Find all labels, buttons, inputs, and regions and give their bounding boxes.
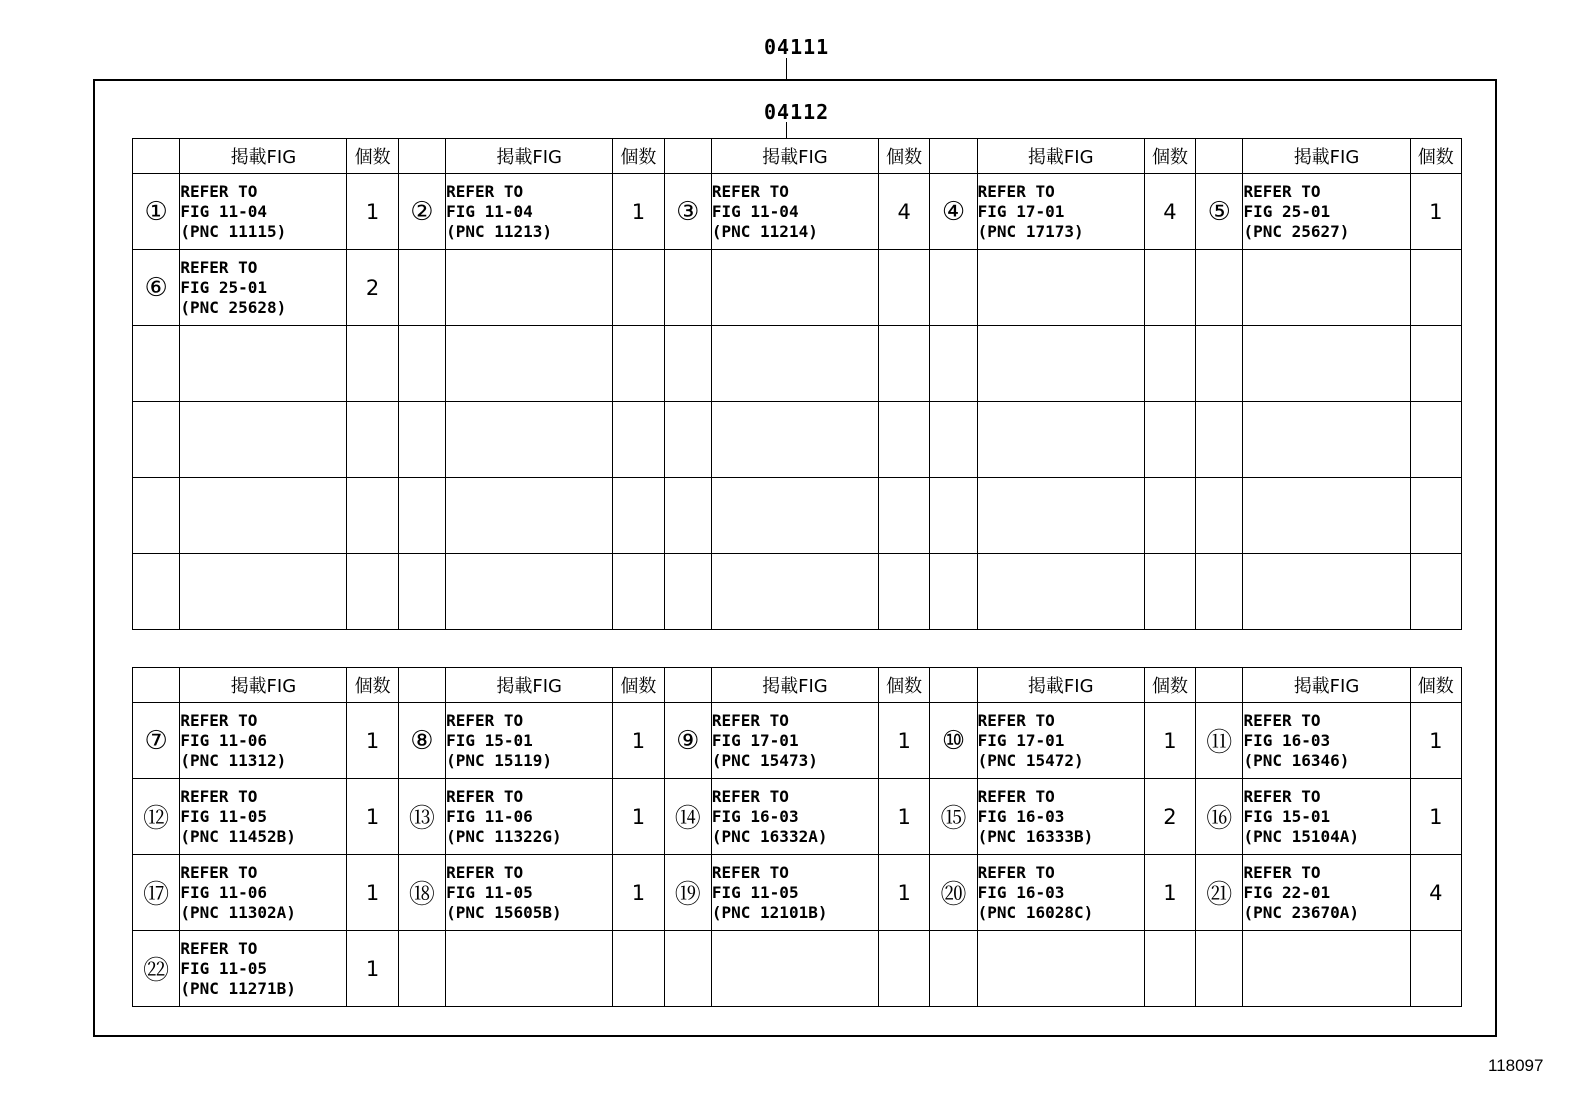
fig-reference: REFER TO FIG 17-01 (PNC 15472) [977, 703, 1144, 779]
item-number [664, 478, 711, 554]
item-number [398, 402, 445, 478]
item-number: ① [133, 174, 180, 250]
item-number [664, 402, 711, 478]
fig-reference [711, 478, 878, 554]
fig-reference [180, 478, 347, 554]
quantity [347, 402, 398, 478]
item-number [1196, 326, 1243, 402]
item-number [133, 554, 180, 630]
table-row [133, 855, 1462, 931]
item-number: ㉒ [133, 931, 180, 1007]
fig-reference: REFER TO FIG 25-01 (PNC 25628) [180, 250, 347, 326]
quantity [613, 402, 664, 478]
reference-table-lower [132, 667, 1462, 1007]
item-number: ⑱ [398, 855, 445, 931]
quantity [879, 250, 930, 326]
quantity [1410, 554, 1461, 630]
item-number: ④ [930, 174, 977, 250]
header-qty: 個数 [879, 139, 930, 174]
fig-reference [446, 478, 613, 554]
item-number: ⑭ [664, 779, 711, 855]
fig-reference [446, 250, 613, 326]
fig-reference: REFER TO FIG 11-06 (PNC 11312) [180, 703, 347, 779]
quantity [879, 554, 930, 630]
item-number [398, 931, 445, 1007]
quantity: 1 [1410, 703, 1461, 779]
item-number: ⑪ [1196, 703, 1243, 779]
quantity [1144, 554, 1195, 630]
header-fig: 掲載FIG [977, 668, 1144, 703]
item-number [930, 326, 977, 402]
quantity: 1 [1410, 174, 1461, 250]
fig-reference [977, 250, 1144, 326]
fig-reference: REFER TO FIG 11-05 (PNC 11271B) [180, 931, 347, 1007]
quantity [879, 931, 930, 1007]
item-number [664, 931, 711, 1007]
quantity: 1 [347, 174, 398, 250]
item-number: ⑩ [930, 703, 977, 779]
quantity: 1 [347, 779, 398, 855]
table-row [133, 402, 1462, 478]
header-number-cell [398, 139, 445, 174]
quantity [347, 554, 398, 630]
quantity [879, 402, 930, 478]
fig-reference: REFER TO FIG 11-04 (PNC 11115) [180, 174, 347, 250]
fig-reference: REFER TO FIG 25-01 (PNC 25627) [1243, 174, 1410, 250]
fig-reference [977, 326, 1144, 402]
table-row [133, 250, 1462, 326]
fig-reference [446, 931, 613, 1007]
fig-reference [1243, 326, 1410, 402]
quantity [613, 326, 664, 402]
header-fig: 掲載FIG [180, 668, 347, 703]
item-number: ㉑ [1196, 855, 1243, 931]
fig-reference [1243, 478, 1410, 554]
table-row [133, 326, 1462, 402]
header-number-cell [664, 668, 711, 703]
item-number: ⑦ [133, 703, 180, 779]
header-number-cell [1196, 668, 1243, 703]
header-fig: 掲載FIG [711, 668, 878, 703]
quantity [1410, 250, 1461, 326]
fig-reference [1243, 250, 1410, 326]
fig-reference [711, 554, 878, 630]
fig-reference: REFER TO FIG 11-06 (PNC 11322G) [446, 779, 613, 855]
item-number: ⑥ [133, 250, 180, 326]
item-number: ③ [664, 174, 711, 250]
item-number: ⑲ [664, 855, 711, 931]
item-number [1196, 250, 1243, 326]
quantity: 1 [613, 779, 664, 855]
header-qty: 個数 [1144, 668, 1195, 703]
leader-line-outer [786, 58, 787, 79]
fig-reference [446, 402, 613, 478]
item-number [398, 478, 445, 554]
table-row [133, 703, 1462, 779]
fig-reference [977, 478, 1144, 554]
fig-reference [446, 326, 613, 402]
fig-reference [180, 402, 347, 478]
header-number-cell [930, 139, 977, 174]
quantity: 4 [1410, 855, 1461, 931]
table-row [133, 174, 1462, 250]
table-row [133, 554, 1462, 630]
header-qty: 個数 [1144, 139, 1195, 174]
fig-reference [180, 326, 347, 402]
item-number [133, 402, 180, 478]
fig-reference: REFER TO FIG 16-03 (PNC 16028C) [977, 855, 1144, 931]
item-number [398, 326, 445, 402]
document-id: 118097 [1488, 1056, 1544, 1075]
table-header-row [133, 668, 1462, 703]
header-fig: 掲載FIG [446, 139, 613, 174]
quantity [1410, 931, 1461, 1007]
fig-reference [711, 326, 878, 402]
fig-reference: REFER TO FIG 17-01 (PNC 15473) [711, 703, 878, 779]
quantity [1410, 326, 1461, 402]
quantity: 1 [879, 703, 930, 779]
assembly-label-inner: 04112 [764, 100, 830, 124]
table-row [133, 779, 1462, 855]
reference-table-upper [132, 138, 1462, 630]
fig-reference [1243, 554, 1410, 630]
fig-reference [711, 250, 878, 326]
header-qty: 個数 [613, 668, 664, 703]
header-number-cell [664, 139, 711, 174]
fig-reference [977, 554, 1144, 630]
fig-reference: REFER TO FIG 15-01 (PNC 15119) [446, 703, 613, 779]
item-number: ⑰ [133, 855, 180, 931]
header-qty: 個数 [347, 668, 398, 703]
item-number [930, 931, 977, 1007]
header-fig: 掲載FIG [711, 139, 878, 174]
item-number [930, 554, 977, 630]
table-row [133, 478, 1462, 554]
quantity: 1 [879, 855, 930, 931]
quantity [1144, 931, 1195, 1007]
fig-reference: REFER TO FIG 11-04 (PNC 11214) [711, 174, 878, 250]
quantity: 4 [879, 174, 930, 250]
item-number: ⑧ [398, 703, 445, 779]
quantity: 1 [1410, 779, 1461, 855]
item-number [133, 326, 180, 402]
fig-reference [977, 402, 1144, 478]
quantity: 4 [1144, 174, 1195, 250]
quantity [347, 478, 398, 554]
item-number [1196, 402, 1243, 478]
header-fig: 掲載FIG [446, 668, 613, 703]
header-qty: 個数 [347, 139, 398, 174]
header-fig: 掲載FIG [977, 139, 1144, 174]
item-number: ⑳ [930, 855, 977, 931]
header-qty: 個数 [879, 668, 930, 703]
quantity: 1 [613, 174, 664, 250]
item-number [1196, 478, 1243, 554]
quantity: 2 [1144, 779, 1195, 855]
item-number [930, 478, 977, 554]
quantity [613, 931, 664, 1007]
quantity [1144, 478, 1195, 554]
quantity [879, 478, 930, 554]
leader-line-inner [786, 122, 787, 138]
quantity [1144, 402, 1195, 478]
quantity: 1 [347, 703, 398, 779]
quantity: 1 [1144, 855, 1195, 931]
header-qty: 個数 [613, 139, 664, 174]
quantity [1144, 250, 1195, 326]
header-number-cell [930, 668, 977, 703]
item-number [664, 326, 711, 402]
header-fig: 掲載FIG [180, 139, 347, 174]
item-number [133, 478, 180, 554]
table-header-row [133, 139, 1462, 174]
item-number: ⑨ [664, 703, 711, 779]
quantity [613, 478, 664, 554]
item-number: ⑯ [1196, 779, 1243, 855]
fig-reference: REFER TO FIG 16-03 (PNC 16332A) [711, 779, 878, 855]
quantity [613, 554, 664, 630]
item-number [930, 250, 977, 326]
fig-reference: REFER TO FIG 15-01 (PNC 15104A) [1243, 779, 1410, 855]
item-number: ⑮ [930, 779, 977, 855]
fig-reference: REFER TO FIG 11-05 (PNC 15605B) [446, 855, 613, 931]
fig-reference [711, 402, 878, 478]
item-number [930, 402, 977, 478]
item-number [398, 250, 445, 326]
item-number [1196, 931, 1243, 1007]
fig-reference: REFER TO FIG 11-04 (PNC 11213) [446, 174, 613, 250]
header-number-cell [133, 139, 180, 174]
table-row [133, 931, 1462, 1007]
header-fig: 掲載FIG [1243, 668, 1410, 703]
header-qty: 個数 [1410, 668, 1461, 703]
item-number: ② [398, 174, 445, 250]
fig-reference [711, 931, 878, 1007]
fig-reference: REFER TO FIG 16-03 (PNC 16333B) [977, 779, 1144, 855]
quantity: 1 [613, 855, 664, 931]
item-number: ⑫ [133, 779, 180, 855]
fig-reference: REFER TO FIG 22-01 (PNC 23670A) [1243, 855, 1410, 931]
header-number-cell [398, 668, 445, 703]
header-number-cell [1196, 139, 1243, 174]
fig-reference: REFER TO FIG 17-01 (PNC 17173) [977, 174, 1144, 250]
quantity: 1 [1144, 703, 1195, 779]
assembly-label-outer: 04111 [764, 35, 830, 59]
fig-reference [1243, 402, 1410, 478]
quantity: 1 [347, 855, 398, 931]
fig-reference: REFER TO FIG 11-05 (PNC 12101B) [711, 855, 878, 931]
quantity [347, 326, 398, 402]
item-number [664, 250, 711, 326]
item-number: ⑤ [1196, 174, 1243, 250]
fig-reference: REFER TO FIG 11-05 (PNC 11452B) [180, 779, 347, 855]
header-fig: 掲載FIG [1243, 139, 1410, 174]
fig-reference [446, 554, 613, 630]
quantity: 2 [347, 250, 398, 326]
quantity [1410, 402, 1461, 478]
quantity [613, 250, 664, 326]
header-number-cell [133, 668, 180, 703]
quantity: 1 [347, 931, 398, 1007]
quantity [1144, 326, 1195, 402]
quantity: 1 [613, 703, 664, 779]
quantity [1410, 478, 1461, 554]
fig-reference [180, 554, 347, 630]
item-number [664, 554, 711, 630]
fig-reference [1243, 931, 1410, 1007]
quantity: 1 [879, 779, 930, 855]
header-qty: 個数 [1410, 139, 1461, 174]
item-number: ⑬ [398, 779, 445, 855]
fig-reference: REFER TO FIG 16-03 (PNC 16346) [1243, 703, 1410, 779]
fig-reference [977, 931, 1144, 1007]
item-number [1196, 554, 1243, 630]
quantity [879, 326, 930, 402]
fig-reference: REFER TO FIG 11-06 (PNC 11302A) [180, 855, 347, 931]
item-number [398, 554, 445, 630]
